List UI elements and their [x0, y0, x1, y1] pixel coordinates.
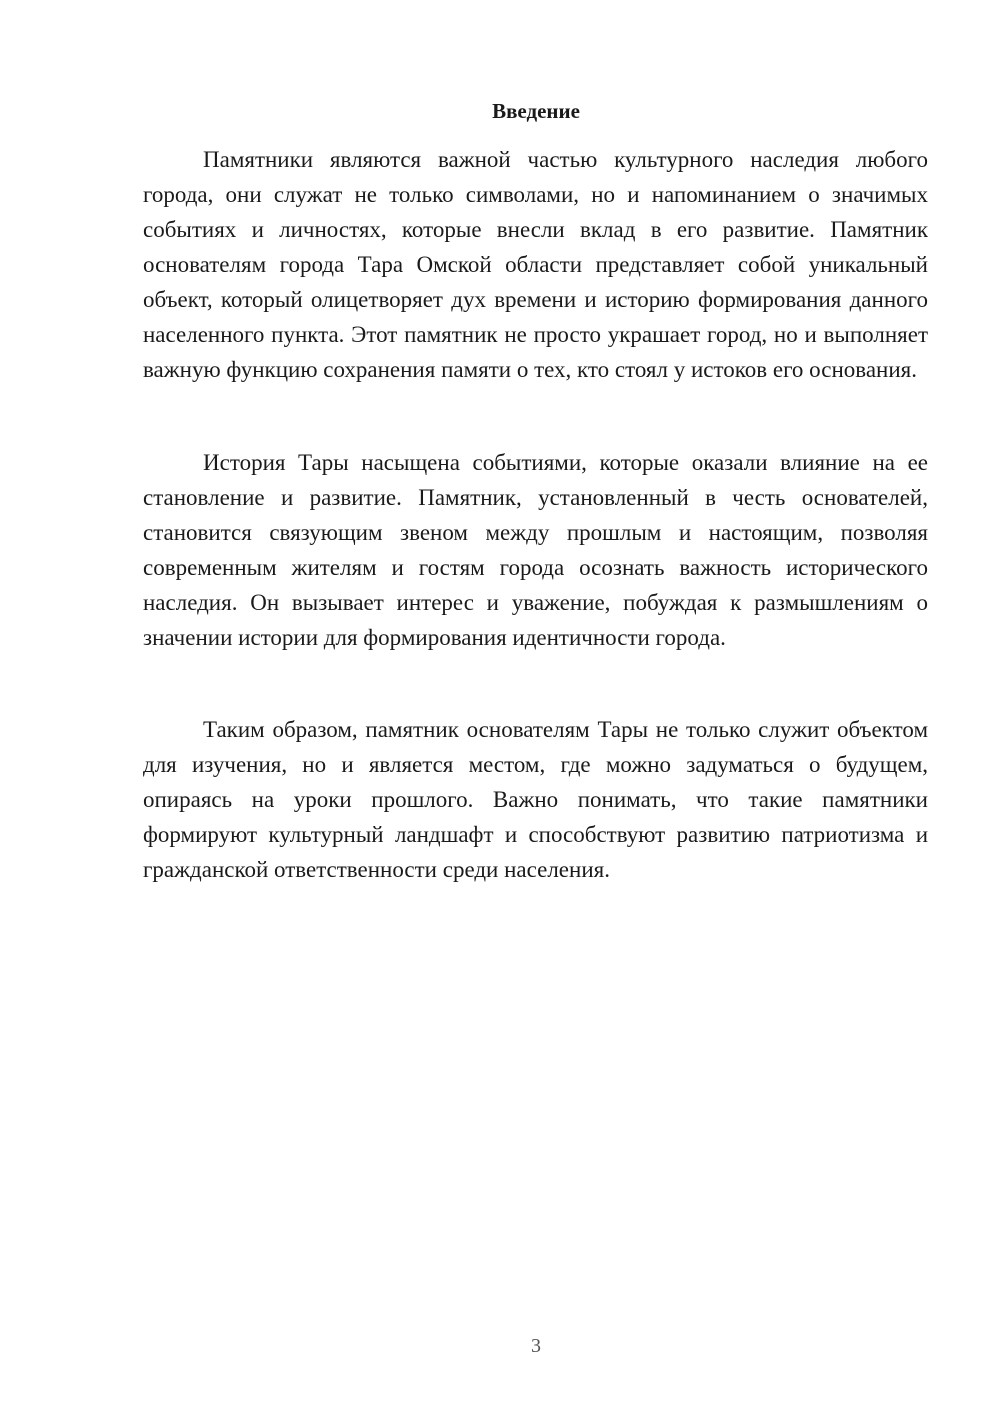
paragraph-text: Памятники являются важной частью культурного наследия любого города, они служат не только символами, но и напоминанием о значимых событиях и личностях, которые внесли вклад в его развитие. Памятник основателям города Тара Омской области представляет собой уникальный объект, который олицетворяет дух времени и историю формирования данного населенного пункта. Этот памятник не просто украшает город, но и выполняет важную функцию сохранения памяти о тех, кто стоял у истоков его основания. [143, 147, 928, 382]
paragraph-3 [143, 712, 928, 887]
section-title: Введение [492, 99, 580, 123]
paragraph-text: Таким образом, памятник основателям Тары не только служит объектом для изучения, но и является местом, где можно задуматься о будущем, опираясь на уроки прошлого. Важно понимать, что такие памятники формируют культурный ландшафт и способствуют развитию патриотизма и гражданской ответственности среди населения. [143, 717, 928, 882]
page-number: 3 [531, 1335, 541, 1357]
paragraph-text: История Тары насыщена событиями, которые оказали влияние на ее становление и развитие. Памятник, установленный в честь основателей, становится связующим звеном между прошлым и настоящим, позволяя современным жителям и гостям города осознать важность исторического наследия. Он вызывает интерес и уважение, побуждая к размышлениям о значении истории для формирования идентичности города. [143, 450, 928, 650]
paragraph-2 [143, 445, 928, 655]
paragraph-1 [143, 142, 928, 387]
